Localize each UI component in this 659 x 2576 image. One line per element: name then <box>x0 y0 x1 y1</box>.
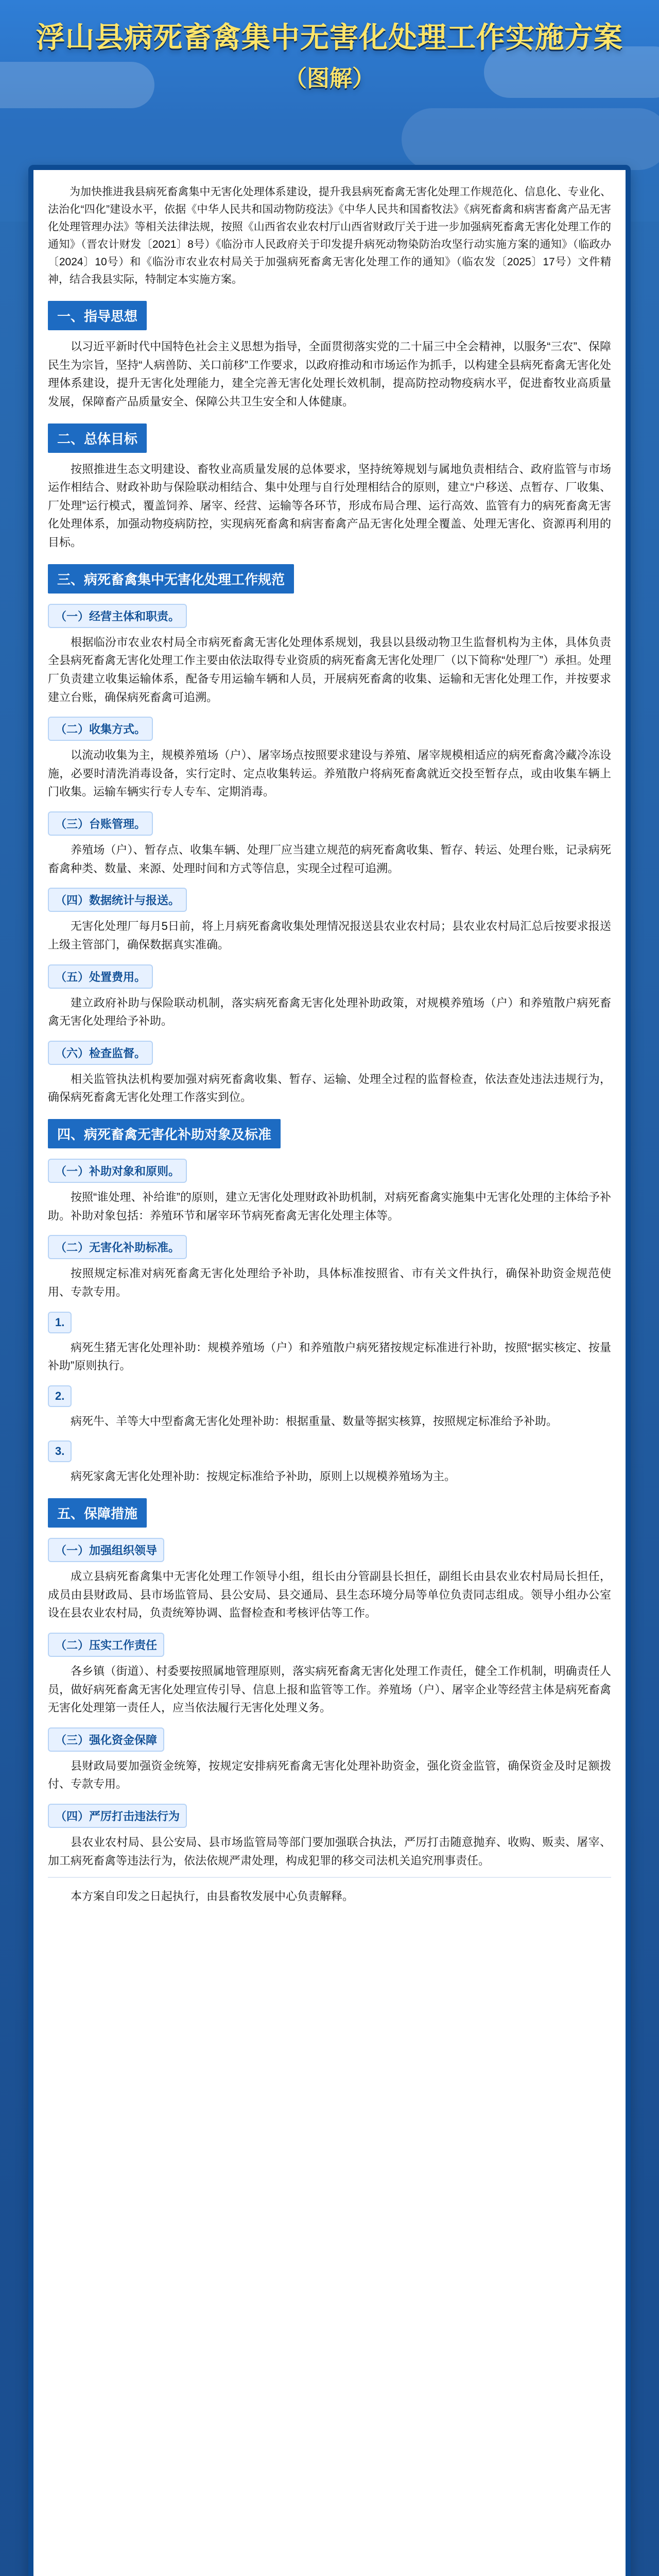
section-paragraph: 以习近平新时代中国特色社会主义思想为指导，全面贯彻落实党的二十届三中全会精神，以服务“三农”、保障民生为宗旨，坚持“人病兽防、关口前移”工作要求，以政府推动和市场运作为抓手，以构建全县病死畜禽无害化处理体系建设，提升无害化处理能力，建全完善无害化处理长效机制，提高防控动物疫病水平，促进畜牧业高质量发展，保障畜产品质量安全、保障公共卫生安全和人体健康。 <box>48 340 611 408</box>
section-items <box>48 601 611 1107</box>
subsection-title: （六）检查监督。 <box>48 1041 153 1065</box>
section-title: 三、病死畜禽集中无害化处理工作规范 <box>48 564 294 594</box>
subsection-paragraph: 相关监管执法机构要加强对病死畜禽收集、暂存、运输、处理全过程的监督检查，依法查处违法违规行为，确保病死畜禽无害化处理工作落实到位。 <box>48 1072 611 1104</box>
subsection-title: （四）数据统计与报送。 <box>48 888 187 912</box>
subsection-paragraph: 按照“谁处理、补给谁”的原则，建立无害化处理财政补助机制，对病死畜禽实施集中无害化处理的主体给予补助。补助对象包括：养殖环节和屠宰环节病死畜禽无害化处理主体等。 <box>48 1191 611 1222</box>
subsection-paragraph: 病死牛、羊等大中型畜禽无害化处理补助：根据重量、数量等据实核算，按照规定标准给予补助。 <box>71 1414 558 1428</box>
subsection-title: （一）经营主体和职责。 <box>48 604 187 628</box>
page-title: 浮山县病死畜禽集中无害化处理工作实施方案 <box>36 21 623 54</box>
closing-paragraph: 本方案自印发之日起执行，由县畜牧发展中心负责解释。 <box>71 1890 354 1903</box>
subsection-title: 1. <box>48 1312 72 1333</box>
subsection-paragraph: 病死生猪无害化处理补助：规模养殖场（户）和养殖散户病死猪按规定标准进行补助，按照“据实核定、按量补助”原则执行。 <box>48 1341 611 1372</box>
subsection-paragraph: 县财政局要加强资金统筹，按规定安排病死畜禽无害化处理补助资金，强化资金监管，确保资金及时足额拨付、专款专用。 <box>48 1759 611 1791</box>
section-title: 一、指导思想 <box>48 301 147 330</box>
subsection-paragraph: 建立政府补助与保险联动机制，落实病死畜禽无害化处理补助政策，对规模养殖场（户）和养殖散户病死畜禽无害化处理给予补助。 <box>48 996 611 1028</box>
section-items <box>48 1535 611 1870</box>
subsection-paragraph: 成立县病死畜禽集中无害化处理工作领导小组，组长由分管副县长担任，副组长由县农业农村局局长担任，成员由县财政局、县市场监管局、县公安局、县交通局、县生态环境分局等单位负责同志组成。领导小组办公室设在县农业农村局，负责统筹协调、监督检查和考核评估等工作。 <box>48 1570 611 1620</box>
subsection-paragraph: 以流动收集为主，规模养殖场（户）、屠宰场点按照要求建设与养殖、屠宰规模相适应的病死畜禽冷藏冷冻设施，必要时清洗消毒设备，实行定时、定点收集转运。养殖散户将病死畜禽就近交投至暂存点，或由收集车辆上门收集。运输车辆实行专人专车、定期消毒。 <box>48 749 611 799</box>
subsection-title: （二）无害化补助标准。 <box>48 1235 187 1259</box>
subsection-title: 3. <box>48 1440 72 1462</box>
subsection-paragraph: 养殖场（户）、暂存点、收集车辆、处理厂应当建立规范的病死畜禽收集、暂存、转运、处理台账，记录病死畜禽种类、数量、来源、处理时间和方式等信息，实现全过程可追溯。 <box>48 843 611 875</box>
subsection-paragraph: 各乡镇（街道）、村委要按照属地管理原则，落实病死畜禽无害化处理工作责任，健全工作机制，明确责任人员，做好病死畜禽无害化处理宣传引导、信息上报和监管等工作。养殖场（户）、屠宰企业等经营主体是病死畜禽无害化处理第一责任人，应当依法履行无害化处理义务。 <box>48 1664 611 1715</box>
content-inner <box>48 183 611 2576</box>
section-title: 五、保障措施 <box>48 1498 147 1528</box>
section-title: 二、总体目标 <box>48 423 147 453</box>
section-title: 四、病死畜禽无害化补助对象及标准 <box>48 1119 281 1148</box>
page-subtitle: （图解） <box>284 66 375 92</box>
subsection-title: （三）强化资金保障 <box>48 1727 164 1752</box>
subsection-paragraph: 病死家禽无害化处理补助：按规定标准给予补助，原则上以规模养殖场为主。 <box>71 1470 456 1483</box>
subsection-paragraph: 按照规定标准对病死畜禽无害化处理给予补助，具体标准按照省、市有关文件执行，确保补助资金规范使用、专款专用。 <box>48 1267 611 1298</box>
subsection-title: 2. <box>48 1385 72 1407</box>
section-items <box>48 1156 611 1486</box>
subsection-paragraph: 根据临汾市农业农村局全市病死畜禽无害化处理体系规划，我县以县级动物卫生监督机构为主体，具体负责全县病死畜禽无害化处理工作主要由依法取得专业资质的病死畜禽无害化处理厂（以下简称“处理厂”）承担。处理厂负责建立收集运输体系，配备专用运输车辆和人员，开展病死畜禽的收集、运输和无害化处理工作，并按要求建立台账，确保病死畜禽可追溯。 <box>48 635 611 704</box>
subsection-paragraph: 无害化处理厂每月5日前，将上月病死畜禽收集处理情况报送县农业农村局；县农业农村局汇总后按要求报送上级主管部门，确保数据真实准确。 <box>48 920 611 951</box>
subsection-paragraph: 县农业农村局、县公安局、县市场监管局等部门要加强联合执法，严厉打击随意抛弃、收购、贩卖、屠宰、加工病死畜禽等违法行为，依法依规严肃处理，构成犯罪的移交司法机关追究刑事责任。 <box>48 1836 611 1867</box>
subsection-title: （五）处置费用。 <box>48 964 153 989</box>
divider <box>48 1877 611 1878</box>
intro-paragraph: 为加快推进我县病死畜禽集中无害化处理体系建设，提升我县病死畜禽无害化处理工作规范化、信息化、专业化、法治化“四化”建设水平，依据《中华人民共和国动物防疫法》《中华人民共和国畜牧法》《病死畜禽和病害畜禽产品无害化处理管理办法》等相关法律法规，按照《山西省农业农村厅山西省财政厅关于进一步加强病死畜禽无害化处理工作的通知》（晋农计财发〔2021〕8号）《临汾市人民政府关于印发提升病死动物染防治攻坚行动实施方案的通知》（临政办〔2024〕10号）和《临汾市农业农村局关于加强病死畜禽无害化处理工作的通知》（临农发〔2025〕17号）文件精神，结合我县实际，特制定本实施方案。 <box>48 186 611 286</box>
cloud-decoration <box>402 108 659 170</box>
content-card <box>28 165 631 2576</box>
subsection-title: （三）台账管理。 <box>48 811 153 836</box>
subsection-title: （一）加强组织领导 <box>48 1538 164 1562</box>
subsection-title: （二）压实工作责任 <box>48 1633 164 1657</box>
section-paragraph: 按照推进生态文明建设、畜牧业高质量发展的总体要求，坚持统筹规划与属地负责相结合、政府监管与市场运作相结合、财政补助与保险联动相结合、集中处理与自行处理相结合的原则，建立“户移送、点暂存、厂收集、厂处理”运行模式，覆盖饲养、屠宰、经营、运输等各环节，形成布局合理、运行高效、监管有力的病死畜禽无害化处理体系，加强动物疫病防控，实现病死畜禽和病害畜禽产品无害化处理全覆盖、处理无害化、资源再利用的目标。 <box>48 462 611 549</box>
title-area <box>0 21 659 93</box>
subsection-title: （四）严厉打击违法行为 <box>48 1804 187 1828</box>
subsection-title: （二）收集方式。 <box>48 717 153 741</box>
subsection-title: （一）补助对象和原则。 <box>48 1159 187 1183</box>
